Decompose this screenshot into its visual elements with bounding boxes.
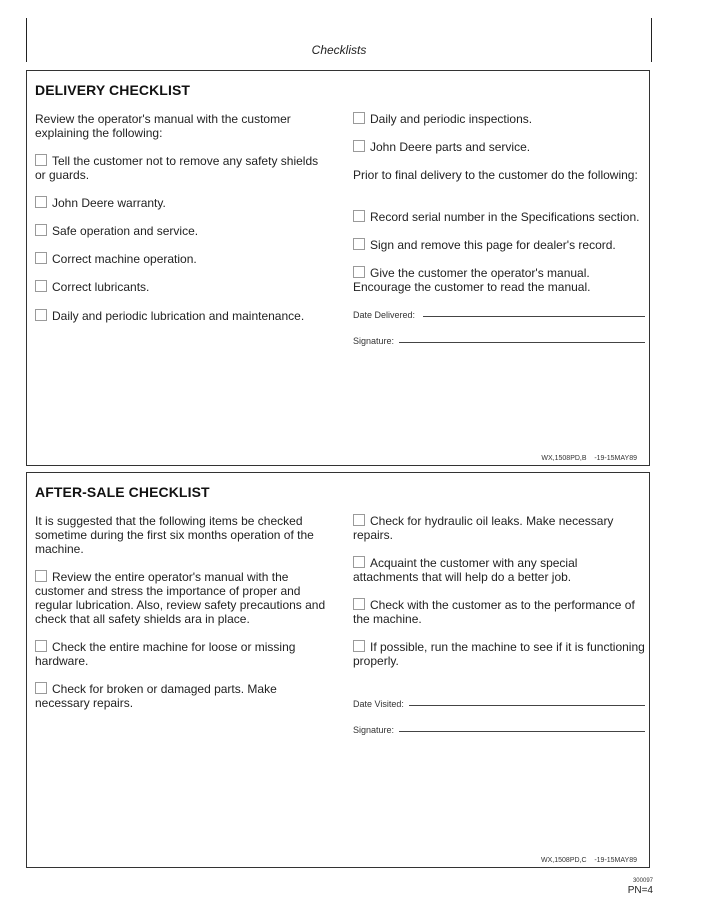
- checklist-item-label: John Deere warranty.: [52, 196, 166, 210]
- checklist-item[interactable]: [35, 196, 331, 210]
- checklist-item-label: Check with the customer as to the performance of the machine.: [353, 598, 635, 626]
- date-visited-label: Date Visited:: [353, 699, 404, 709]
- checkbox[interactable]: [35, 196, 47, 208]
- after-sale-signature-row: [353, 723, 645, 735]
- checklist-item[interactable]: [35, 640, 331, 668]
- checkbox[interactable]: [353, 140, 365, 152]
- delivery-checklist-panel: [26, 70, 650, 466]
- checkbox[interactable]: [35, 224, 47, 236]
- checklist-item-label: Daily and periodic lubrication and maintenance.: [52, 309, 305, 323]
- checklist-item-label: Check for hydraulic oil leaks. Make necessary repairs.: [353, 514, 614, 542]
- signature-label: Signature:: [353, 725, 395, 735]
- checklist-item-label: Correct machine operation.: [52, 252, 197, 266]
- checklist-item[interactable]: [35, 682, 331, 710]
- checklist-item[interactable]: [35, 224, 331, 238]
- checklist-item[interactable]: [353, 238, 645, 252]
- checkbox[interactable]: [353, 598, 365, 610]
- delivery-signature-row: [353, 334, 645, 346]
- after-sale-intro: It is suggested that the following items be checked sometime during the first six months operation of the machine.: [35, 514, 314, 556]
- checkbox[interactable]: [353, 112, 365, 124]
- checklist-item[interactable]: [35, 570, 331, 626]
- signature-label: Signature:: [353, 336, 395, 346]
- delivery-checklist-title: DELIVERY CHECKLIST: [35, 82, 191, 98]
- checklist-item[interactable]: [353, 266, 645, 294]
- page-header-title: Checklists: [311, 43, 367, 57]
- checklist-item-label: Check the entire machine for loose or missing hardware.: [35, 640, 296, 668]
- checklist-item-label: Daily and periodic inspections.: [370, 112, 533, 126]
- signature-field[interactable]: [399, 342, 645, 343]
- checkbox[interactable]: [35, 252, 47, 264]
- date-delivered-label: Date Delivered:: [353, 310, 416, 320]
- delivery-doc-code: WX,1508PD,B -19-15MAY89: [541, 455, 637, 462]
- date-delivered-row: [353, 308, 645, 320]
- date-visited-row: [353, 697, 645, 709]
- checklist-item[interactable]: [353, 112, 645, 126]
- delivery-prior-text: Prior to final delivery to the customer do the following:: [353, 168, 638, 182]
- after-sale-checklist-panel: [26, 472, 650, 868]
- checklist-item-label: Give the customer the operator's manual. Encourage the customer to read the manual.: [353, 266, 591, 294]
- checklist-item-label: John Deere parts and service.: [370, 140, 531, 154]
- date-visited-field[interactable]: [409, 705, 645, 706]
- checklist-item-label: Correct lubricants.: [52, 280, 150, 294]
- checklist-item-label: Review the entire operator's manual with the customer and stress the importance of proper and regular lubrication. Also, review safety precautions and check that all safety shields ara in place.: [35, 570, 326, 626]
- checkbox[interactable]: [353, 238, 365, 250]
- checklist-item[interactable]: [353, 210, 645, 224]
- date-delivered-field[interactable]: [423, 316, 645, 317]
- checkbox[interactable]: [35, 570, 47, 582]
- checklist-item[interactable]: [35, 252, 331, 266]
- checkbox[interactable]: [353, 514, 365, 526]
- checklist-item-label: Record serial number in the Specifications section.: [370, 210, 640, 224]
- checklist-item-label: Sign and remove this page for dealer's record.: [370, 238, 616, 252]
- checklist-item-label: Safe operation and service.: [52, 224, 199, 238]
- checkbox[interactable]: [353, 640, 365, 652]
- checklist-item[interactable]: [35, 309, 331, 323]
- checkbox[interactable]: [35, 280, 47, 292]
- after-sale-doc-code: WX,1508PD,C -19-15MAY89: [541, 857, 637, 864]
- checklist-item[interactable]: [353, 556, 645, 584]
- checklist-item[interactable]: [35, 280, 331, 294]
- checkbox[interactable]: [35, 154, 47, 166]
- checkbox[interactable]: [35, 682, 47, 694]
- checklist-item[interactable]: [35, 154, 331, 182]
- checklist-item-label: Acquaint the customer with any special attachments that will help do a better job.: [353, 556, 578, 584]
- signature-field[interactable]: [399, 731, 645, 732]
- checkbox[interactable]: [353, 210, 365, 222]
- checklist-item-label: Tell the customer not to remove any safety shields or guards.: [35, 154, 319, 182]
- checkbox[interactable]: [353, 556, 365, 568]
- checklist-item[interactable]: [353, 598, 645, 626]
- delivery-intro: Review the operator's manual with the customer explaining the following:: [35, 112, 291, 140]
- checklist-item[interactable]: [353, 140, 645, 154]
- checklist-item[interactable]: [353, 514, 645, 542]
- after-sale-checklist-title: AFTER-SALE CHECKLIST: [35, 484, 210, 500]
- checkbox[interactable]: [35, 309, 47, 321]
- checkbox[interactable]: [353, 266, 365, 278]
- checklist-item[interactable]: [353, 640, 645, 668]
- page-number: PN=4: [627, 885, 653, 896]
- checklist-item-label: Check for broken or damaged parts. Make necessary repairs.: [35, 682, 277, 710]
- checkbox[interactable]: [35, 640, 47, 652]
- checklist-item-label: If possible, run the machine to see if it is functioning properly.: [353, 640, 645, 668]
- footer-doc-code: 300097: [632, 878, 653, 884]
